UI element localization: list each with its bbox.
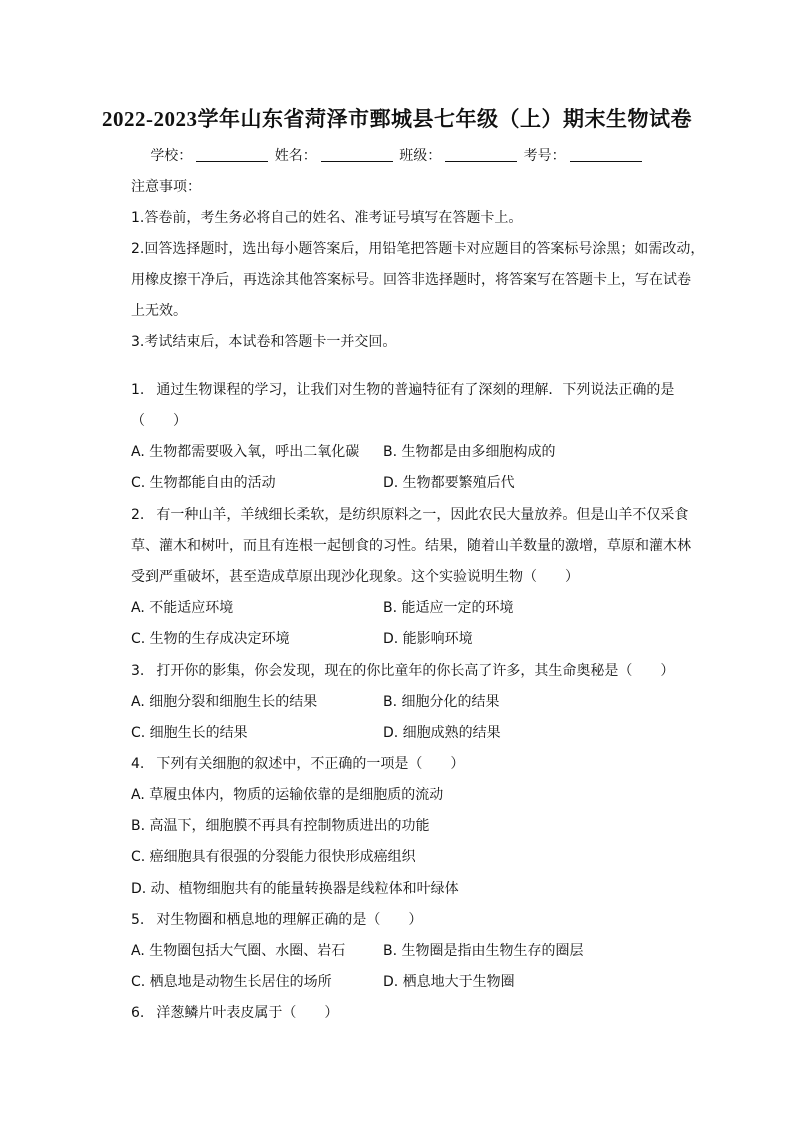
notice-item-2-line-3: 上无效。	[131, 303, 187, 319]
option-c: C. 生物都能自由的活动	[131, 475, 276, 491]
exam-no-blank	[570, 147, 642, 162]
notice-heading: 注意事项：	[131, 179, 201, 195]
question-3-options-row-1	[131, 691, 500, 711]
name-blank	[321, 147, 393, 162]
question-number: 4.	[131, 756, 145, 772]
question-4-option-a: A. 草履虫体内，物质的运输依靠的是细胞质的流动	[131, 787, 444, 803]
question-5-options-row-2	[131, 971, 515, 991]
question-number: 1.	[131, 382, 145, 398]
question-2-stem-cont-1: 草、灌木和树叶，而且有连根一起刨食的习性。结果，随着山羊数量的激增，草原和灌木林	[131, 538, 691, 554]
option-d: D. 细胞成熟的结果	[383, 725, 501, 741]
notice-item-1: 1.答卷前，考生务必将自己的姓名、准考证号填写在答题卡上。	[131, 210, 523, 226]
option-a: A. 不能适应环境	[131, 600, 234, 616]
notice-item-3: 3.考试结束后，本试卷和答题卡一并交回。	[131, 334, 397, 350]
option-b: B. 能适应一定的环境	[383, 600, 514, 616]
class-label: 班级：	[399, 148, 442, 164]
question-1-options-row-1	[131, 441, 556, 461]
question-5-options-row-1	[131, 940, 584, 960]
question-number: 5.	[131, 912, 145, 928]
notice-item-2-line-1: 2.回答选择题时，选出每小题答案后，用铅笔把答题卡对应题目的答案标号涂黑；如需改动，	[131, 241, 705, 257]
question-2-options-row-2	[131, 628, 473, 648]
question-5-stem	[131, 909, 422, 929]
question-3-stem	[131, 660, 674, 680]
option-b: B. 生物圈是指由生物生存的圈层	[383, 943, 584, 959]
question-4-stem	[131, 753, 464, 773]
question-2-stem	[131, 504, 688, 524]
notice-item-2-line-2: 用橡皮擦干净后，再选涂其他答案标号。回答非选择题时，将答案写在答题卡上，写在试卷	[131, 272, 691, 288]
school-label: 学校：	[150, 148, 193, 164]
question-1-options-row-2	[131, 472, 515, 492]
exam-title: 2022-2023学年山东省菏泽市鄄城县七年级（上）期末生物试卷	[102, 107, 692, 131]
question-4-option-b: B. 高温下，细胞膜不再具有控制物质进出的功能	[131, 818, 430, 834]
option-c: C. 细胞生长的结果	[131, 725, 248, 741]
question-text: 对生物圈和栖息地的理解正确的是（ ）	[156, 912, 423, 928]
question-text: 打开你的影集，你会发现，现在的你比童年的你长高了许多，其生命奥秘是（ ）	[156, 663, 675, 679]
class-blank	[445, 147, 517, 162]
exam-no-label: 考号：	[523, 148, 566, 164]
question-6-stem	[131, 1002, 338, 1022]
question-text: 有一种山羊，羊绒细长柔软，是纺织原料之一，因此农民大量放养。但是山羊不仅采食	[156, 507, 689, 523]
option-c: C. 栖息地是动物生长居住的场所	[131, 974, 332, 990]
question-3-options-row-2	[131, 722, 501, 742]
option-b: B. 细胞分化的结果	[383, 694, 500, 710]
option-c: C. 生物的生存成决定环境	[131, 631, 290, 647]
option-d: D. 栖息地大于生物圈	[383, 974, 515, 990]
option-a: A. 生物都需要吸入氧，呼出二氧化碳	[131, 444, 360, 460]
question-1-stem	[131, 379, 674, 399]
option-a: A. 生物圈包括大气圈、水圈、岩石	[131, 943, 346, 959]
question-number: 2.	[131, 507, 145, 523]
question-number: 6.	[131, 1005, 145, 1021]
question-text: 下列有关细胞的叙述中，不正确的一项是（ ）	[156, 756, 465, 772]
question-1-stem-cont: （ ）	[131, 413, 187, 429]
name-label: 姓名：	[274, 148, 317, 164]
option-d: D. 生物都要繁殖后代	[383, 475, 515, 491]
question-4-option-c: C. 癌细胞具有很强的分裂能力很快形成癌组织	[131, 849, 416, 865]
question-text: 通过生物课程的学习，让我们对生物的普遍特征有了深刻的理解．下列说法正确的是	[156, 382, 675, 398]
option-b: B. 生物都是由多细胞构成的	[383, 444, 556, 460]
student-info-row	[0, 145, 794, 165]
question-2-stem-cont-2: 受到严重破坏，甚至造成草原出现沙化现象。这个实验说明生物（ ）	[131, 569, 579, 585]
question-2-options-row-1	[131, 597, 514, 617]
question-4-option-d: D. 动、植物细胞共有的能量转换器是线粒体和叶绿体	[131, 881, 459, 897]
school-blank	[196, 147, 268, 162]
question-text: 洋葱鳞片叶表皮属于（ ）	[156, 1005, 339, 1021]
option-a: A. 细胞分裂和细胞生长的结果	[131, 694, 318, 710]
option-d: D. 能影响环境	[383, 631, 473, 647]
question-number: 3.	[131, 663, 145, 679]
